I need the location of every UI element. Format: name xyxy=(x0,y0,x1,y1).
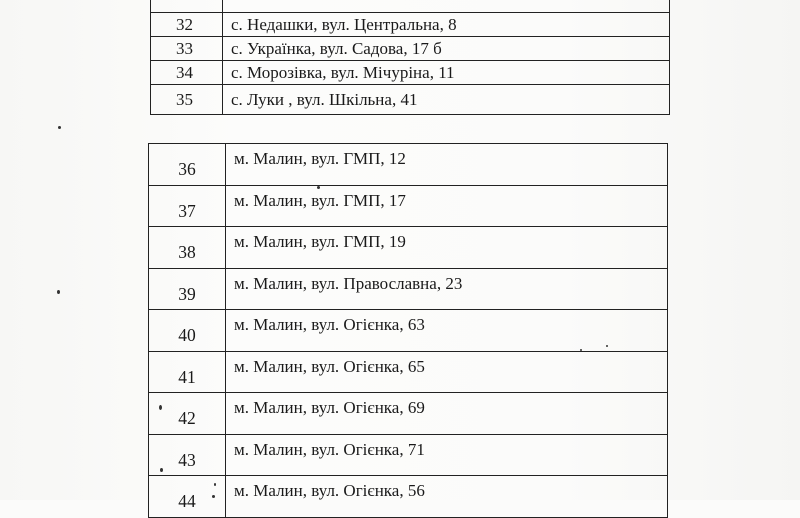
row-number xyxy=(151,0,223,13)
table-row xyxy=(151,61,670,85)
row-address: м. Малин, вул. ГМП, 19 xyxy=(226,227,668,269)
scan-speck xyxy=(606,345,608,347)
row-number: 42 xyxy=(149,393,226,435)
row-address: м. Малин, вул. Огієнка, 71 xyxy=(226,434,668,476)
table-row xyxy=(151,0,670,13)
table-row xyxy=(149,185,668,227)
row-number: 40 xyxy=(149,310,226,352)
row-number: 37 xyxy=(149,185,226,227)
row-number: 43 xyxy=(149,434,226,476)
row-address: м. Малин, вул. ГМП, 17 xyxy=(226,185,668,227)
row-number: 38 xyxy=(149,227,226,269)
row-address: м. Малин, вул. Огієнка, 63 xyxy=(226,310,668,352)
row-number: 34 xyxy=(151,61,223,85)
scan-speck xyxy=(57,290,60,294)
scan-speck xyxy=(317,186,320,189)
address-table-bottom xyxy=(148,143,668,518)
table-row xyxy=(149,227,668,269)
address-table-top xyxy=(150,0,670,115)
table-row xyxy=(149,268,668,310)
row-address: м. Малин, вул. Православна, 23 xyxy=(226,268,668,310)
row-address: м. Малин, вул. ГМП, 12 xyxy=(226,144,668,186)
table-row xyxy=(149,393,668,435)
row-address: с. Морозівка, вул. Мічуріна, 11 xyxy=(223,61,670,85)
row-number: 44 xyxy=(149,476,226,518)
table-row xyxy=(149,310,668,352)
table-row xyxy=(149,144,668,186)
row-address: с. Луки , вул. Шкільна, 41 xyxy=(223,85,670,115)
row-number: 39 xyxy=(149,268,226,310)
row-number: 41 xyxy=(149,351,226,393)
table-row xyxy=(149,476,668,518)
row-number: 35 xyxy=(151,85,223,115)
row-address: с. Українка, вул. Садова, 17 б xyxy=(223,37,670,61)
row-number: 33 xyxy=(151,37,223,61)
table-row xyxy=(151,85,670,115)
row-number: 32 xyxy=(151,13,223,37)
scan-speck xyxy=(214,483,216,486)
row-address: м. Малин, вул. Огієнка, 56 xyxy=(226,476,668,518)
row-number: 36 xyxy=(149,144,226,186)
row-address xyxy=(223,0,670,13)
row-address: м. Малин, вул. Огієнка, 69 xyxy=(226,393,668,435)
scan-speck xyxy=(212,495,215,498)
scan-speck xyxy=(58,126,61,129)
table-row xyxy=(149,351,668,393)
table-row xyxy=(151,13,670,37)
scan-speck xyxy=(580,349,582,351)
row-address: м. Малин, вул. Огієнка, 65 xyxy=(226,351,668,393)
scan-speck xyxy=(160,468,163,472)
scan-speck xyxy=(159,405,162,410)
table-row xyxy=(151,37,670,61)
table-row xyxy=(149,434,668,476)
row-address: с. Недашки, вул. Центральна, 8 xyxy=(223,13,670,37)
